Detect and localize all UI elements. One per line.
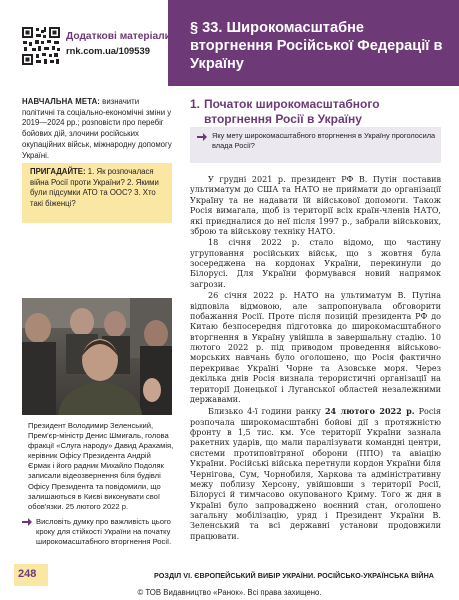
extra-materials-title: Додаткові матеріали bbox=[66, 31, 171, 42]
chapter-title: РОЗДІЛ VI. ЄВРОПЕЙСЬКИЙ ВИБІР УКРАЇНИ. РОСІЙСЬКО-УКРАЇНСЬКА ВІЙНА bbox=[154, 571, 435, 580]
question-text: Яку мету широкомасштабного вторгнення в Україну проголосила влада Росії? bbox=[212, 131, 436, 150]
key-date: 24 лютого 2022 р. bbox=[324, 406, 415, 417]
recall-box bbox=[22, 163, 172, 223]
learning-goal-text: визначити політичні та соціально-економічні зміни у 2019—2024 рр.; розповісти про перебіг бойових дій, злочини російських окупаційних військ, міжнародну допомогу Україні. bbox=[22, 97, 172, 160]
paragraph: 18 січня 2022 р. стало відомо, що частину угруповання російських військ, що з жовтня була зосереджена на кордонах України, перекинули до Білорусі. Для України формувався новий напрямок загрози. bbox=[190, 238, 441, 289]
recall-label: ПРИГАДАЙТЕ: bbox=[30, 167, 86, 176]
question-box bbox=[190, 127, 441, 163]
arrow-right-icon bbox=[22, 518, 32, 526]
recall-text: 1. Як розпочалася війна Росії проти України? 2. Якими були підсумки АТО та ООС? 3. Хто такі біженці? bbox=[30, 167, 159, 208]
page-number: 248 bbox=[18, 568, 37, 580]
copyright: © ТОВ Видавництво «Ранок». Всі права захищено. bbox=[137, 588, 322, 597]
extra-materials-link[interactable]: rnk.com.ua/109539 bbox=[66, 45, 150, 56]
paragraph bbox=[190, 406, 441, 542]
section-title: § 33. Широкомасштабне вторгнення Російської Федерації в Україну bbox=[190, 20, 443, 72]
paragraph-start: Близько 4-ї години ранку bbox=[208, 407, 325, 417]
paragraph: 26 січня 2022 р. НАТО на ультиматум В. Путіна відповіла відмовою, але запропонувала обговорити побажання Росії. Проте після позицій президента РФ до Китаю безпосередня підготовка до широкомасштабного вторгнення в Україну увійшла в завершальну стадію. 10 лютого 2022 р. під приводом проведення військово-морських навчань було оголошено, що Росія фактично перекриває Україні Чорне та Азовське моря. Через декілька днів Росія визнала терористичні організації на території Донецької і Луганської областей незалежними державами. bbox=[190, 291, 441, 404]
photo-task-text: Висловіть думку про важливість цього кроку для стійкості України на початку широкомасштабного вторгнення Росії. bbox=[36, 517, 172, 547]
president-video-photo bbox=[22, 298, 172, 415]
photo-task bbox=[22, 517, 174, 547]
subsection-number: 1. bbox=[190, 97, 201, 111]
photo-caption: Президент Володимир Зеленський, Прем'єр-міністр Денис Шмигаль, голова фракції «Слуга народу» Давид Арахамія, керівник Офісу Президента Андрій Єрмак і його радник Михайло Подоляк записали відеозвернення біля будівлі Офісу Президента та повідомили, що залишаються в Києві виконувати свої обов'язки. 25 лютого 2022 р. bbox=[28, 421, 174, 511]
learning-goal-label: НАВЧАЛЬНА МЕТА: bbox=[22, 97, 100, 106]
main-text bbox=[190, 175, 441, 543]
paragraph-end: Росія розпочала широкомасштабні бойові дії з протяжністю фронту в 1,5 тис. км. Усе території України зазнала ракетних ударів, що мали паралізувати командні центри, системи протиповітряної оборони (ППО) та авіацію України. Російські війська перетнули кордон України біля Чернігова, Сум, Чорнобиля, Харкова та адміністративну межу поблизу Херсону, увійшовши з території Росії, Білорусі й тимчасово окупованого Криму. Того ж дня в Україні було запроваджено воєнний стан, оголошено загальну мобілізацію, уряд і Президент України В. Зеленський та всі державні установи продовжили працювати. bbox=[190, 407, 441, 541]
arrow-right-icon bbox=[197, 133, 207, 141]
paragraph: У грудні 2021 р. президент РФ В. Путін поставив ультиматум до США та НАТО не приймати до організації Україну та не надавати їй військової допомоги. Також Росія вимагала, щоб із території всіх країн-членів НАТО, які приєдналися до неї після 1997 р., забрали військових, зброю та військову техніку НАТО. bbox=[190, 175, 441, 236]
subsection-title: Початок широкомасштабного вторгнення Росії в Україну bbox=[204, 97, 380, 126]
qr-code-icon[interactable] bbox=[22, 27, 60, 65]
learning-goal bbox=[22, 97, 172, 161]
